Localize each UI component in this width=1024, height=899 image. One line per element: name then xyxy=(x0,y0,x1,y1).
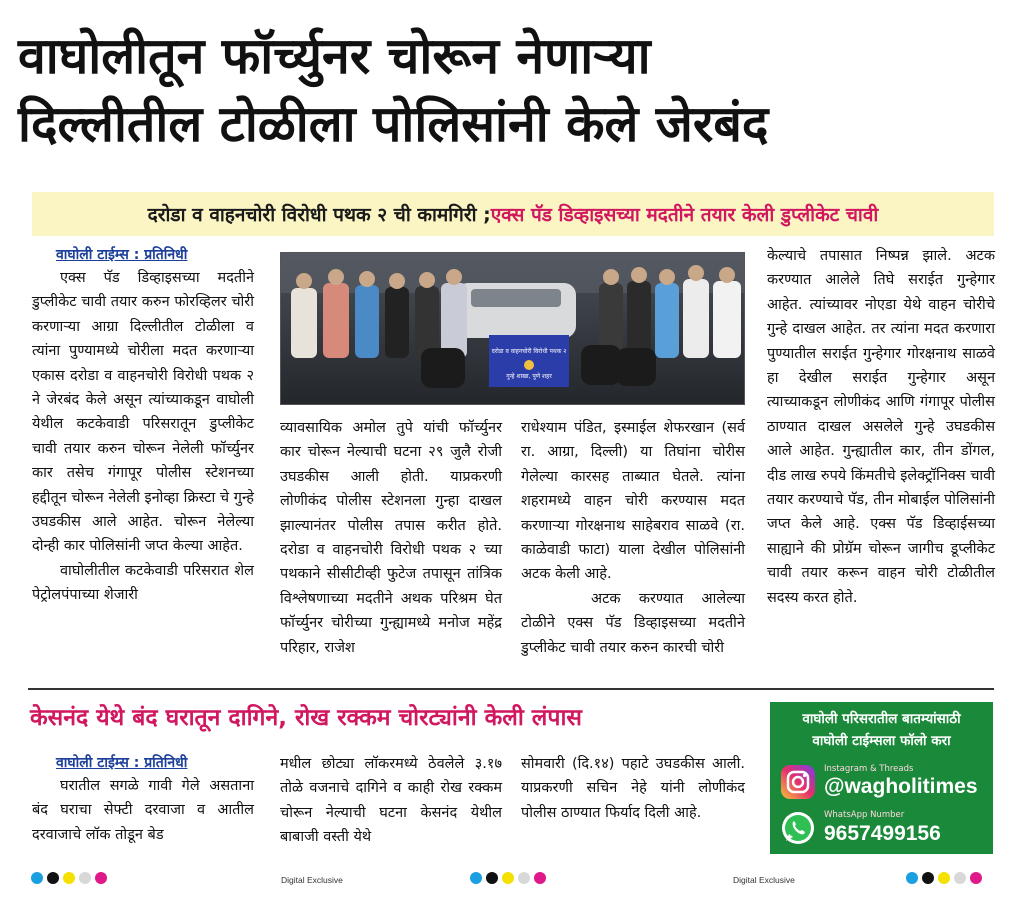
story2-column-1 xyxy=(32,752,254,847)
whatsapp-icon xyxy=(780,810,816,850)
footer-label-right: Digital Exclusive xyxy=(733,875,795,885)
story1-col1-para2: वाघोलीतील कटकेवाडी परिसरात शेल पेट्रोलपंपाच्या शेजारी xyxy=(32,562,254,604)
instagram-caption: Instagram & Threads xyxy=(824,764,914,774)
follow-promo-box xyxy=(770,702,993,854)
story1-column-2 xyxy=(280,416,502,660)
banner-text-2: गुन्हे शाखा, पुणे शहर xyxy=(506,373,552,380)
story2-col3-para: सोमवारी (दि.१४) पहाटे उघडकीस आली. याप्रकरणी सचिन नेहे यांनी लोणीकंद पोलीस ठाण्यात फिर्याद दिली आहे. xyxy=(521,756,745,821)
story2-column-3 xyxy=(521,752,745,825)
subheadline-part-2: एक्स पॅड डिव्हाइसच्या मदतीने तयार केली डुप्लीकेट चावी xyxy=(490,204,879,226)
color-dots-right xyxy=(906,872,982,884)
subheadline-bar xyxy=(32,192,994,236)
story1-column-4 xyxy=(767,244,995,610)
story2-col2-para: मधील छोट्या लॉकरमध्ये ठेवलेले ३.१७ तोळे वजनाचे दागिने व काही रोख रक्कम चोरून नेल्याची घटना केसनंद येथील बाबाजी वस्ती येथे xyxy=(280,756,502,846)
headline-line-1: वाघोलीतून फॉर्च्युनर चोरून नेणाऱ्या xyxy=(18,27,651,85)
story2-column-2 xyxy=(280,752,502,850)
main-headline xyxy=(18,22,1008,158)
banner-text-1: दरोडा व वाहनचोरी विरोधी पथक २ xyxy=(491,348,567,355)
instagram-handle: @wagholitimes xyxy=(824,775,978,798)
whatsapp-number: 9657499156 xyxy=(824,822,941,845)
story1-col1-para1: एक्स पॅड डिव्हाइसच्या मदतीने डुप्लीकेट चावी तयार करुन फोरव्हिलर चोरी करणाऱ्या आग्रा दिल्लीतील टोळीला व त्यांना पुण्यामध्ये चोरीला मदत करणाऱ्या एकास दरोडा व वाहनचोरी विरोधी पथक २ ने जेरबंद केले असून त्यांच्याकडून वाघोली येथील कटकेवाडी परिसरातून डुप्लीकेट चावी तयार करुन चोरून नेलेली फॉर्च्युनर कार तसेच गंगापूर पोलीस स्टेशनच्या हद्दीतून चोरून नेलेली इनोव्हा क्रिस्टा चे गुन्हे उघडकीस आले आहेत. चोरून नेलेल्या दोन्ही कार पोलिसांनी जप्त केल्या आहेत. xyxy=(32,270,254,555)
color-dots-center xyxy=(470,872,546,884)
story2-byline: वाघोली टाईम्स : प्रतिनिधी xyxy=(56,755,188,771)
section-divider xyxy=(28,688,994,690)
story2-col1-para: घरातील सगळे गावी गेले असताना बंद घराचा सेफ्टी दरवाजा व आतील दरवाजाचे लॉक तोडून बेड xyxy=(32,778,254,843)
story1-col4-para: केल्याचे तपासात निष्पन्न झाले. अटक करण्यात आलेले तिघे सराईत गुन्हेगार आहेत. त्यांच्यावर नोएडा येथे वाहन चोरीचे गुन्हे दाखल आहेत. तर त्यांना मदत करणारा पुण्यातील सराईत गुन्हेगार गोरक्षनाथ साळवे हा देखील सराईत गुन्हेगार असून त्याच्याकडून लोणीकंद आणि गंगापूर पोलीस ठाण्यात दाखल असलेले गुन्हे उघडकीस आले आहेत. गुन्ह्यातील कार, तीन डोंगल, दीड लाख रुपये किंमतीचे इलेक्ट्रॉनिक्स चावी तयार करण्याचे पॅड, तीन मोबाईल पोलिसांनी जप्त केले आहे. एक्स पॅड डिव्हाईसच्या साह्याने की प्रोग्रॅम चोरून जागीच डूप्लीकेट चावी तयार करून वाहन चोरी टोळीतील सदस्य करत होते. xyxy=(767,248,995,606)
story1-col2-para: व्यावसायिक अमोल तुपे यांची फॉर्च्युनर कार चोरून नेल्याची घटना २९ जुलै रोजी उघडकीस आली होती. याप्रकरणी लोणीकंद पोलीस स्टेशनला गुन्हा दाखल झाल्यानंतर पोलीस तपास करीत होते. दरोडा व वाहनचोरी विरोधी पथक २ च्या पथकाने सीसीटीव्ही फुटेज तपासून तांत्रिक विश्लेषणाच्या मदतीने अथक परिश्रम घेत फॉर्च्युनर चोरीच्या गुन्ह्यामध्ये मनोज महेंद्र परिहार, राजेश xyxy=(280,420,502,656)
story1-col3-para1: राधेश्याम पंडित, इस्माईल शेफरखान (सर्व रा. आग्रा, दिल्ली) या तिघांना चोरीस गेलेल्या कारसह ताब्यात घेतले. त्यांना शहरामध्ये वाहन चोरी करण्यास मदत करणाऱ्या गोरक्षनाथ साहेबराव साळवे (रा. काळेवाडी फाटा) याला देखील पोलिसांनी अटक केली आहे. xyxy=(521,420,745,583)
instagram-icon xyxy=(780,764,816,804)
story1-col3-para2: अटक करण्यात आलेल्या टोळीने एक्स पॅड डिव्हाइसच्या मदतीने डुप्लीकेट चावी तयार करुन कारची चोरी xyxy=(521,590,745,656)
photo-illustration xyxy=(281,253,745,405)
print-footer xyxy=(0,872,1024,890)
subheadline-part-1: दरोडा व वाहनचोरी विरोधी पथक २ ची कामगिरी ; xyxy=(147,204,491,226)
promo-title-line-1: वाघोली परिसरातील बातम्यांसाठी xyxy=(802,711,961,727)
news-photo xyxy=(280,252,745,405)
story1-byline: वाघोली टाईम्स : प्रतिनिधी xyxy=(56,247,188,263)
instagram-row[interactable] xyxy=(780,764,978,804)
promo-title xyxy=(770,702,993,752)
whatsapp-caption: WhatsApp Number xyxy=(824,810,905,820)
story1-column-3 xyxy=(521,416,745,660)
headline-line-2: दिल्लीतील टोळीला पोलिसांनी केले जेरबंद xyxy=(18,95,769,153)
story1-column-1 xyxy=(32,244,254,608)
whatsapp-row[interactable] xyxy=(780,810,941,850)
promo-title-line-2: वाघोली टाईम्सला फॉलो करा xyxy=(812,733,951,749)
color-dots-left xyxy=(31,872,107,884)
footer-label-left: Digital Exclusive xyxy=(281,875,343,885)
story2-headline: केसनंद येथे बंद घरातून दागिने, रोख रक्कम चोरट्यांनी केली लंपास xyxy=(30,705,582,731)
